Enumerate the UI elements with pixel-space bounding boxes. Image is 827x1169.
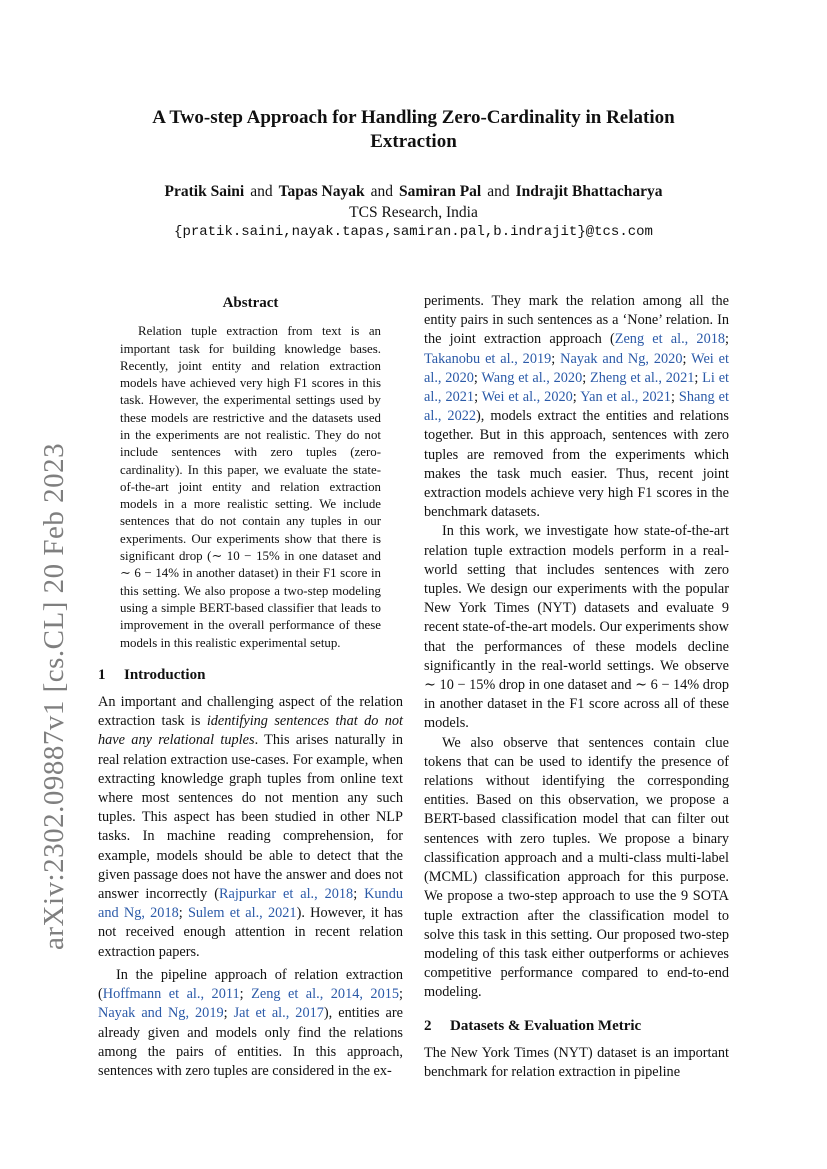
section-heading-datasets [424, 1017, 729, 1036]
section-heading-introduction [98, 666, 403, 685]
text-run: ), models extract the entities and relations together. But in this approach, sentences with zero tuples are removed from the experiments which makes the task much easier. Thus, recent joint extraction models achieve very high F1 scores in the benchmark datasets. [424, 408, 729, 521]
text-run: In the pipeline approach of relation extraction ( [98, 966, 403, 1003]
text-run: ; [353, 886, 365, 903]
citation-link[interactable]: Shang et al., 2022 [424, 389, 729, 425]
author-separator: and [370, 183, 393, 200]
text-run: ; [178, 905, 188, 922]
citation-link[interactable]: Zeng et al., 2018 [614, 331, 726, 348]
citation-link[interactable]: Zheng et al., 2021 [590, 369, 695, 386]
abstract-text: Relation tuple extraction from text is an important task for building knowledge bases. Recently, joint entity and relation extraction models have achieved very high F1 scores in this task. However, the experimental settings used by these models are restrictive and the datasets used in the experiments are not realistic. They do not include sentences with zero tuples (zero-cardinality). In this paper, we evaluate the state-of-the-art joint entity and relation extraction models in a more realistic setting. We include sentences that do not contain any tuples in our experiments. Our experiments show that there is significant drop (∼ 10 − 15% in one dataset and ∼ 6 − 14% in another dataset) in their F1 score in this setting. We also propose a two-step modeling using a simple BERT-based classifier that leads to improvement in the overall performance of these models in this realistic experimental setup. [120, 324, 381, 650]
left-column [98, 292, 403, 1081]
citation-link[interactable]: Zeng et al., 2014, 2015 [251, 986, 400, 1003]
emphasis-text: identifying sentences that do not have any relational tuples [98, 713, 403, 749]
abstract-heading: Abstract [222, 295, 279, 311]
intro-paragraph-4: We also observe that sentences contain clue tokens that can be used to identify the presence of relations without identifying the corresponding entities. Based on this observation, we propose a BERT-based classification model that can filter out sentences with zero tuples. We propose a binary classification approach and a multi-class multi-label (MCML) classification approach for this purpose. We propose a two-step approach to use the 9 SOTA tuple extraction after the classification model to solve this task in this setting. Our proposed two-step modeling of this task either outperforms or achieves competitive performance compared to end-to-end modeling. [424, 734, 729, 1001]
paper-title: A Two-step Approach for Handling Zero-Cardinality in Relation Extraction [152, 107, 675, 152]
citation-link[interactable]: Jat et al., 2017 [233, 1005, 324, 1022]
author-name: Samiran Pal [399, 183, 482, 200]
author-name: Pratik Saini [164, 183, 245, 200]
section-number: 2 [424, 1017, 432, 1034]
citation-link[interactable]: Hoffmann et al., 2011 [102, 986, 240, 1003]
section-title: Datasets & Evaluation Metric [450, 1017, 642, 1034]
right-column [424, 292, 729, 1082]
intro-paragraph-1 [98, 693, 403, 962]
text-run: An important and challenging aspect of the relation extraction task is [98, 694, 403, 730]
citation-link[interactable]: Kundu and Ng, 2018 [98, 886, 403, 922]
intro-paragraph-2-cont: periments. They mark the relation among all the entity pairs in such sentences as a ‘None’ relation. In the joint extraction approach (Zeng et al., 2018; Takanobu et al., 2019; Nayak and Ng, 2020; Wei et al., 2020; Wang et al., 2020; Zheng et al., 2021; Li et al., 2021; Wei et al., 2020; Yan et al., 2021; Shang et al., 2022), models extract the entities and relations together. But in this approach, sentences with zero tuples are removed from the experiments which makes the task much easier. Thus, recent joint extraction models achieve very high F1 scores in the benchmark datasets. [424, 293, 730, 521]
text-run: . This arises naturally in real relation extraction use-cases. For example, when extracting knowledge graph tuples from online text where most sentences do not mention any such tuples. This aspect has been studied in other NLP tasks. In machine reading comprehension, for example, models should be able to detect that the given passage does not have the answer and does not answer incorrectly ( [98, 732, 403, 903]
citation-link[interactable]: Rajpurkar et al., 2018 [218, 886, 354, 903]
citation-link[interactable]: Wei et al., 2020 [424, 350, 729, 386]
citation-link[interactable]: Li et al., 2021 [424, 369, 730, 406]
section-number: 1 [98, 666, 106, 683]
datasets-paragraph-1: The New York Times (NYT) dataset is an important benchmark for relation extraction in pipeline [424, 1044, 729, 1080]
author-separator: and [487, 183, 510, 200]
text-run: ), entities are already given and models only find the relations among the pairs of entities. In this approach, sentences with zero tuples are considered in the ex- [98, 1005, 404, 1079]
citation-link[interactable]: Nayak and Ng, 2019 [98, 1005, 224, 1022]
text-run: periments. They mark the relation among all the entity pairs in such sentences as a ‘None’ relation. In the joint extraction approach ( [424, 293, 729, 348]
intro-paragraph-3: In this work, we investigate how state-of-the-art relation tuple extraction models perform in a real-world setting that includes sentences with zero tuples. We design our experiments with the popular New York Times (NYT) datasets and evaluate 9 recent state-of-the-art models. Our experiments show that the performances of these models decline significantly in the real-world settings. We observe ∼ 10 − 15% drop in one dataset and ∼ 6 − 14% drop in another dataset in the F1 score across all of these models. [424, 523, 729, 732]
author-name: Tapas Nayak [278, 183, 365, 200]
text-run: ; [223, 1005, 234, 1022]
text-run: ; [239, 986, 252, 1003]
citation-link[interactable]: Nayak and Ng, 2020 [560, 350, 683, 367]
citation-link[interactable]: Wang et al., 2020 [481, 369, 583, 386]
author-emails: {pratik.saini,nayak.tapas,samiran.pal,b.indrajit}@tcs.com [174, 224, 653, 240]
citation-link[interactable]: Wei et al., 2020 [481, 389, 573, 406]
citation-link[interactable]: Sulem et al., 2021 [187, 905, 297, 922]
author-separator: and [250, 183, 273, 200]
intro-paragraph-2 [98, 966, 403, 1081]
author-list [60, 182, 767, 202]
citation-link[interactable]: Yan et al., 2021 [580, 389, 671, 406]
section-title: Introduction [124, 666, 206, 683]
arxiv-identifier: arXiv:2302.09887v1 [cs.CL] 20 Feb 2023 [38, 442, 70, 950]
text-run: ). However, it has not received enough attention in recent relation extraction papers. [98, 905, 403, 960]
text-run: ; [399, 986, 404, 1003]
author-name: Indrajit Bhattacharya [515, 183, 663, 200]
citation-link[interactable]: Takanobu et al., 2019 [424, 350, 552, 367]
affiliation: TCS Research, India [349, 204, 478, 221]
